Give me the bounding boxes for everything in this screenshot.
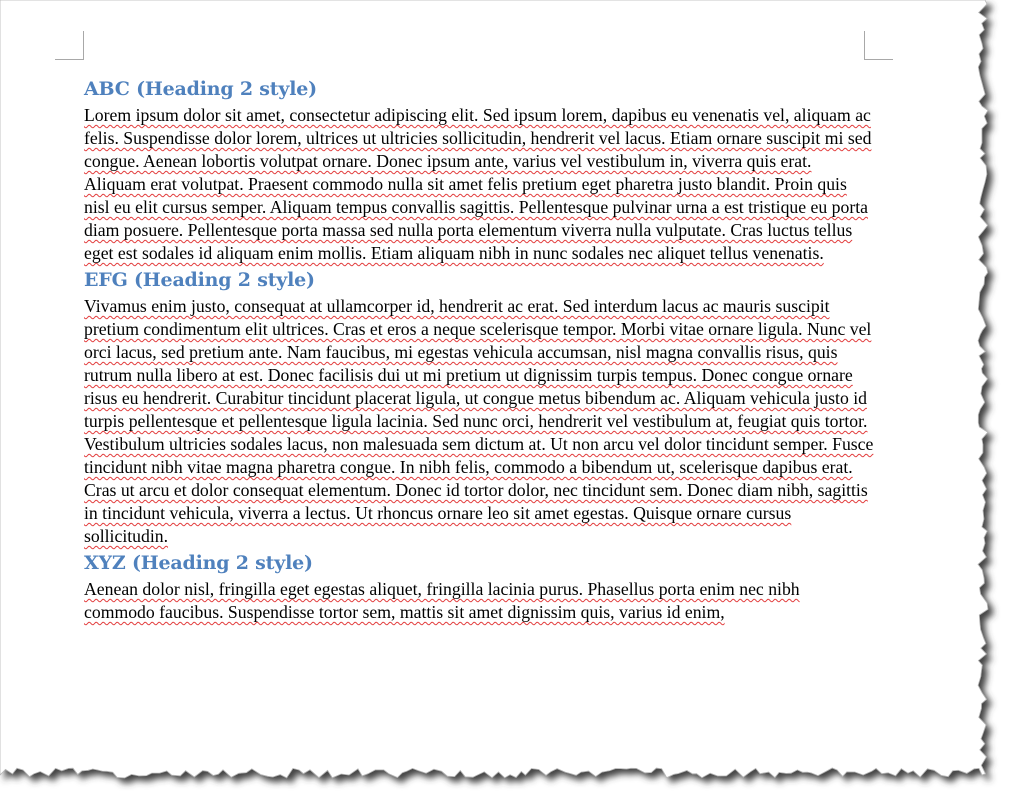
paragraph-xyz: Aenean dolor nisl, fringilla eget egestas aliquet, fringilla lacinia purus. Phasellus porta enim nec nibh commodo faucibus. Suspendisse tortor sem, mattis sit amet dignissim quis, varius id enim, — [84, 579, 800, 622]
crop-mark-top-left — [55, 31, 84, 60]
heading-abc: ABC (Heading 2 style) — [84, 78, 317, 100]
document-body — [84, 74, 874, 624]
heading-xyz: XYZ (Heading 2 style) — [84, 552, 313, 574]
paragraph-efg: Vivamus enim justo, consequat at ullamcorper id, hendrerit ac erat. Sed interdum lacus ac mauris suscipit pretium condimentum elit ultrices. Cras et eros a neque scelerisque tempor. Morbi vitae ornare ligula. Nunc vel orci lacus, sed pretium ante. Nam faucibus, mi egestas vehicula accumsan, nisl magna convallis risus, quis rutrum nulla libero at est. Donec facilisis dui ut mi pretium ut dignissim turpis tempus. Donec congue ornare risus eu hendrerit. Curabitur tincidunt placerat ligula, ut congue metus bibendum ac. Aliquam vehicula justo id turpis pellentesque et pellentesque ligula lacinia. Sed nunc orci, hendrerit vel vestibulum at, feugiat quis tortor. Vestibulum ultricies sodales lacus, non malesuada sem dictum at. Ut non arcu vel dolor tincidunt semper. Fusce tincidunt nibh vitae magna pharetra congue. In nibh felis, commodo a bibendum ut, scelerisque dapibus erat. Cras ut arcu et dolor consequat elementum. Donec id tortor dolor, nec tincidunt sem. Donec diam nibh, sagittis in tincidunt vehicula, viverra a lectus. Ut rhoncus ornare leo sit amet egestas. Quisque ornare cursus sollicitudin. — [84, 296, 874, 546]
crop-mark-top-right — [864, 31, 893, 60]
heading-efg: EFG (Heading 2 style) — [84, 269, 315, 291]
paragraph-abc: Lorem ipsum dolor sit amet, consectetur adipiscing elit. Sed ipsum lorem, dapibus eu venenatis vel, aliquam ac felis. Suspendisse dolor lorem, ultrices ut ultricies sollicitudin, hendrerit vel lacus. Etiam ornare suscipit mi sed congue. Aenean lobortis volutpat ornare. Donec ipsum ante, varius vel vestibulum in, viverra quis erat. Aliquam erat volutpat. Praesent commodo nulla sit amet felis pretium eget pharetra justo blandit. Proin quis nisl eu elit cursus semper. Aliquam tempus convallis sagittis. Pellentesque pulvinar urna a est tristique eu porta diam posuere. Pellentesque porta massa sed nulla porta elementum viverra nulla vulputate. Cras luctus tellus eget est sodales id aliquam enim mollis. Etiam aliquam nibh in nunc sodales nec aliquet tellus venenatis. — [84, 105, 872, 263]
